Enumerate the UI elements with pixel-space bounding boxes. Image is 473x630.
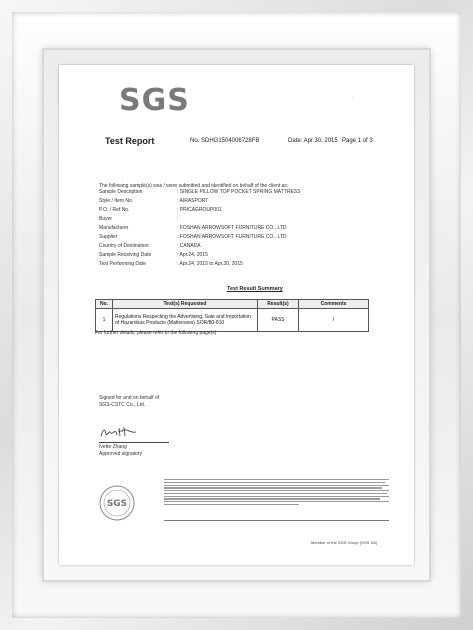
field-buyer (99, 216, 359, 223)
field-label: Supplier (99, 234, 118, 240)
field-label: Country of Destination (99, 243, 149, 249)
fine-print-line (164, 501, 389, 502)
field-style-item-no (99, 198, 359, 205)
cell-test: Regulations Respecting the Advertising, Sale and Importation of Hazardous Products (Mattresses) SOR/80-810 (113, 309, 258, 332)
report-title: Test Report (105, 136, 155, 146)
sgs-logo: SGS (119, 83, 190, 118)
field-label: Buyer (99, 216, 113, 222)
member-of-sgs-group: Member of the SGS Group (SGS SA) (311, 540, 378, 545)
handwritten-signature (99, 425, 139, 439)
page-indicator: Page 1 of 3 (342, 138, 373, 144)
signed-on-behalf (99, 395, 159, 409)
further-details-note: For further details, please refer to the following page(s) (95, 330, 217, 336)
field-sample-description (99, 189, 359, 196)
field-value: : Apr.24, 2015 to Apr.30, 2015 (177, 261, 243, 267)
fine-print-line (164, 496, 389, 497)
cell-no: 1 (96, 309, 113, 332)
table-row (96, 309, 369, 332)
field-manufacturer (99, 225, 359, 232)
report-number: No. SDHG1504006728FB (190, 138, 260, 144)
fine-print-line (164, 493, 387, 494)
sgs-seal-stamp (99, 485, 135, 521)
signer-block (99, 444, 142, 458)
column-header-test: Test(s) Requested (113, 300, 258, 309)
field-value: : Apr.24, 2015 (177, 252, 208, 258)
report-date: Date: Apr.30, 2015 (288, 138, 338, 144)
field-label: Style / Item No. (99, 198, 134, 204)
fine-print-line (164, 482, 385, 483)
field-value: : FOSHAN ARROWSOFT FURNITURE CO., LTD (177, 234, 287, 240)
field-supplier (99, 234, 359, 241)
field-label: P.O. / Ref No. (99, 207, 130, 213)
field-value: : AIRASPORT (177, 198, 209, 204)
field-country-of-destination (99, 243, 359, 250)
field-value: : (177, 216, 179, 222)
signed-line-2: SGS-CSTC Co., Ltd. (99, 402, 146, 408)
field-po-ref-no (99, 207, 359, 214)
summary-title: Test Result Summary (227, 286, 283, 292)
field-label: Sample Description (99, 189, 143, 195)
field-test-performing-date (99, 261, 359, 268)
field-value: : FOSHAN ARROWSOFT FURNITURE CO., LTD (177, 225, 287, 231)
field-sample-receiving-date (99, 252, 359, 259)
table-header-row (96, 300, 369, 309)
cell-result: PASS (258, 309, 299, 332)
intro-text: The following sample(s) was / were submitted and identified on behalf of the client as: (99, 183, 289, 189)
column-header-result: Result(s) (258, 300, 299, 309)
field-value: : SINGLE PILLOW TOP POCKET SPRING MATTRESS (177, 189, 301, 195)
fine-print-line (164, 485, 389, 486)
field-value: : PRICAGROUP001 (177, 207, 222, 213)
fine-print-line (164, 487, 382, 488)
fine-print-line (164, 479, 389, 480)
signer-role: Approved signatory (99, 451, 143, 457)
results-table (95, 299, 369, 332)
field-label: Sample Receiving Date (99, 252, 152, 258)
field-label: Test Performing Date (99, 261, 146, 267)
terms-fine-print (164, 479, 389, 507)
column-header-comments: Comments (299, 300, 369, 309)
scan-mark: ◦ (352, 95, 354, 101)
cell-comments: / (299, 309, 369, 332)
signer-name: Ivette Zhang (99, 444, 127, 450)
column-header-no: No. (96, 300, 113, 309)
field-value: : CANADA (177, 243, 201, 249)
report-header (99, 136, 399, 148)
fine-print-line (164, 490, 389, 491)
test-report-document (59, 65, 414, 565)
signature-line (99, 442, 169, 443)
fine-print-line (164, 504, 299, 505)
svg-text:SGS: SGS (106, 499, 128, 509)
field-label: Manufacturer (99, 225, 129, 231)
fine-print-line (164, 498, 380, 499)
signed-line-1: Signed for and on behalf of (99, 395, 160, 401)
footer-divider (164, 520, 389, 521)
